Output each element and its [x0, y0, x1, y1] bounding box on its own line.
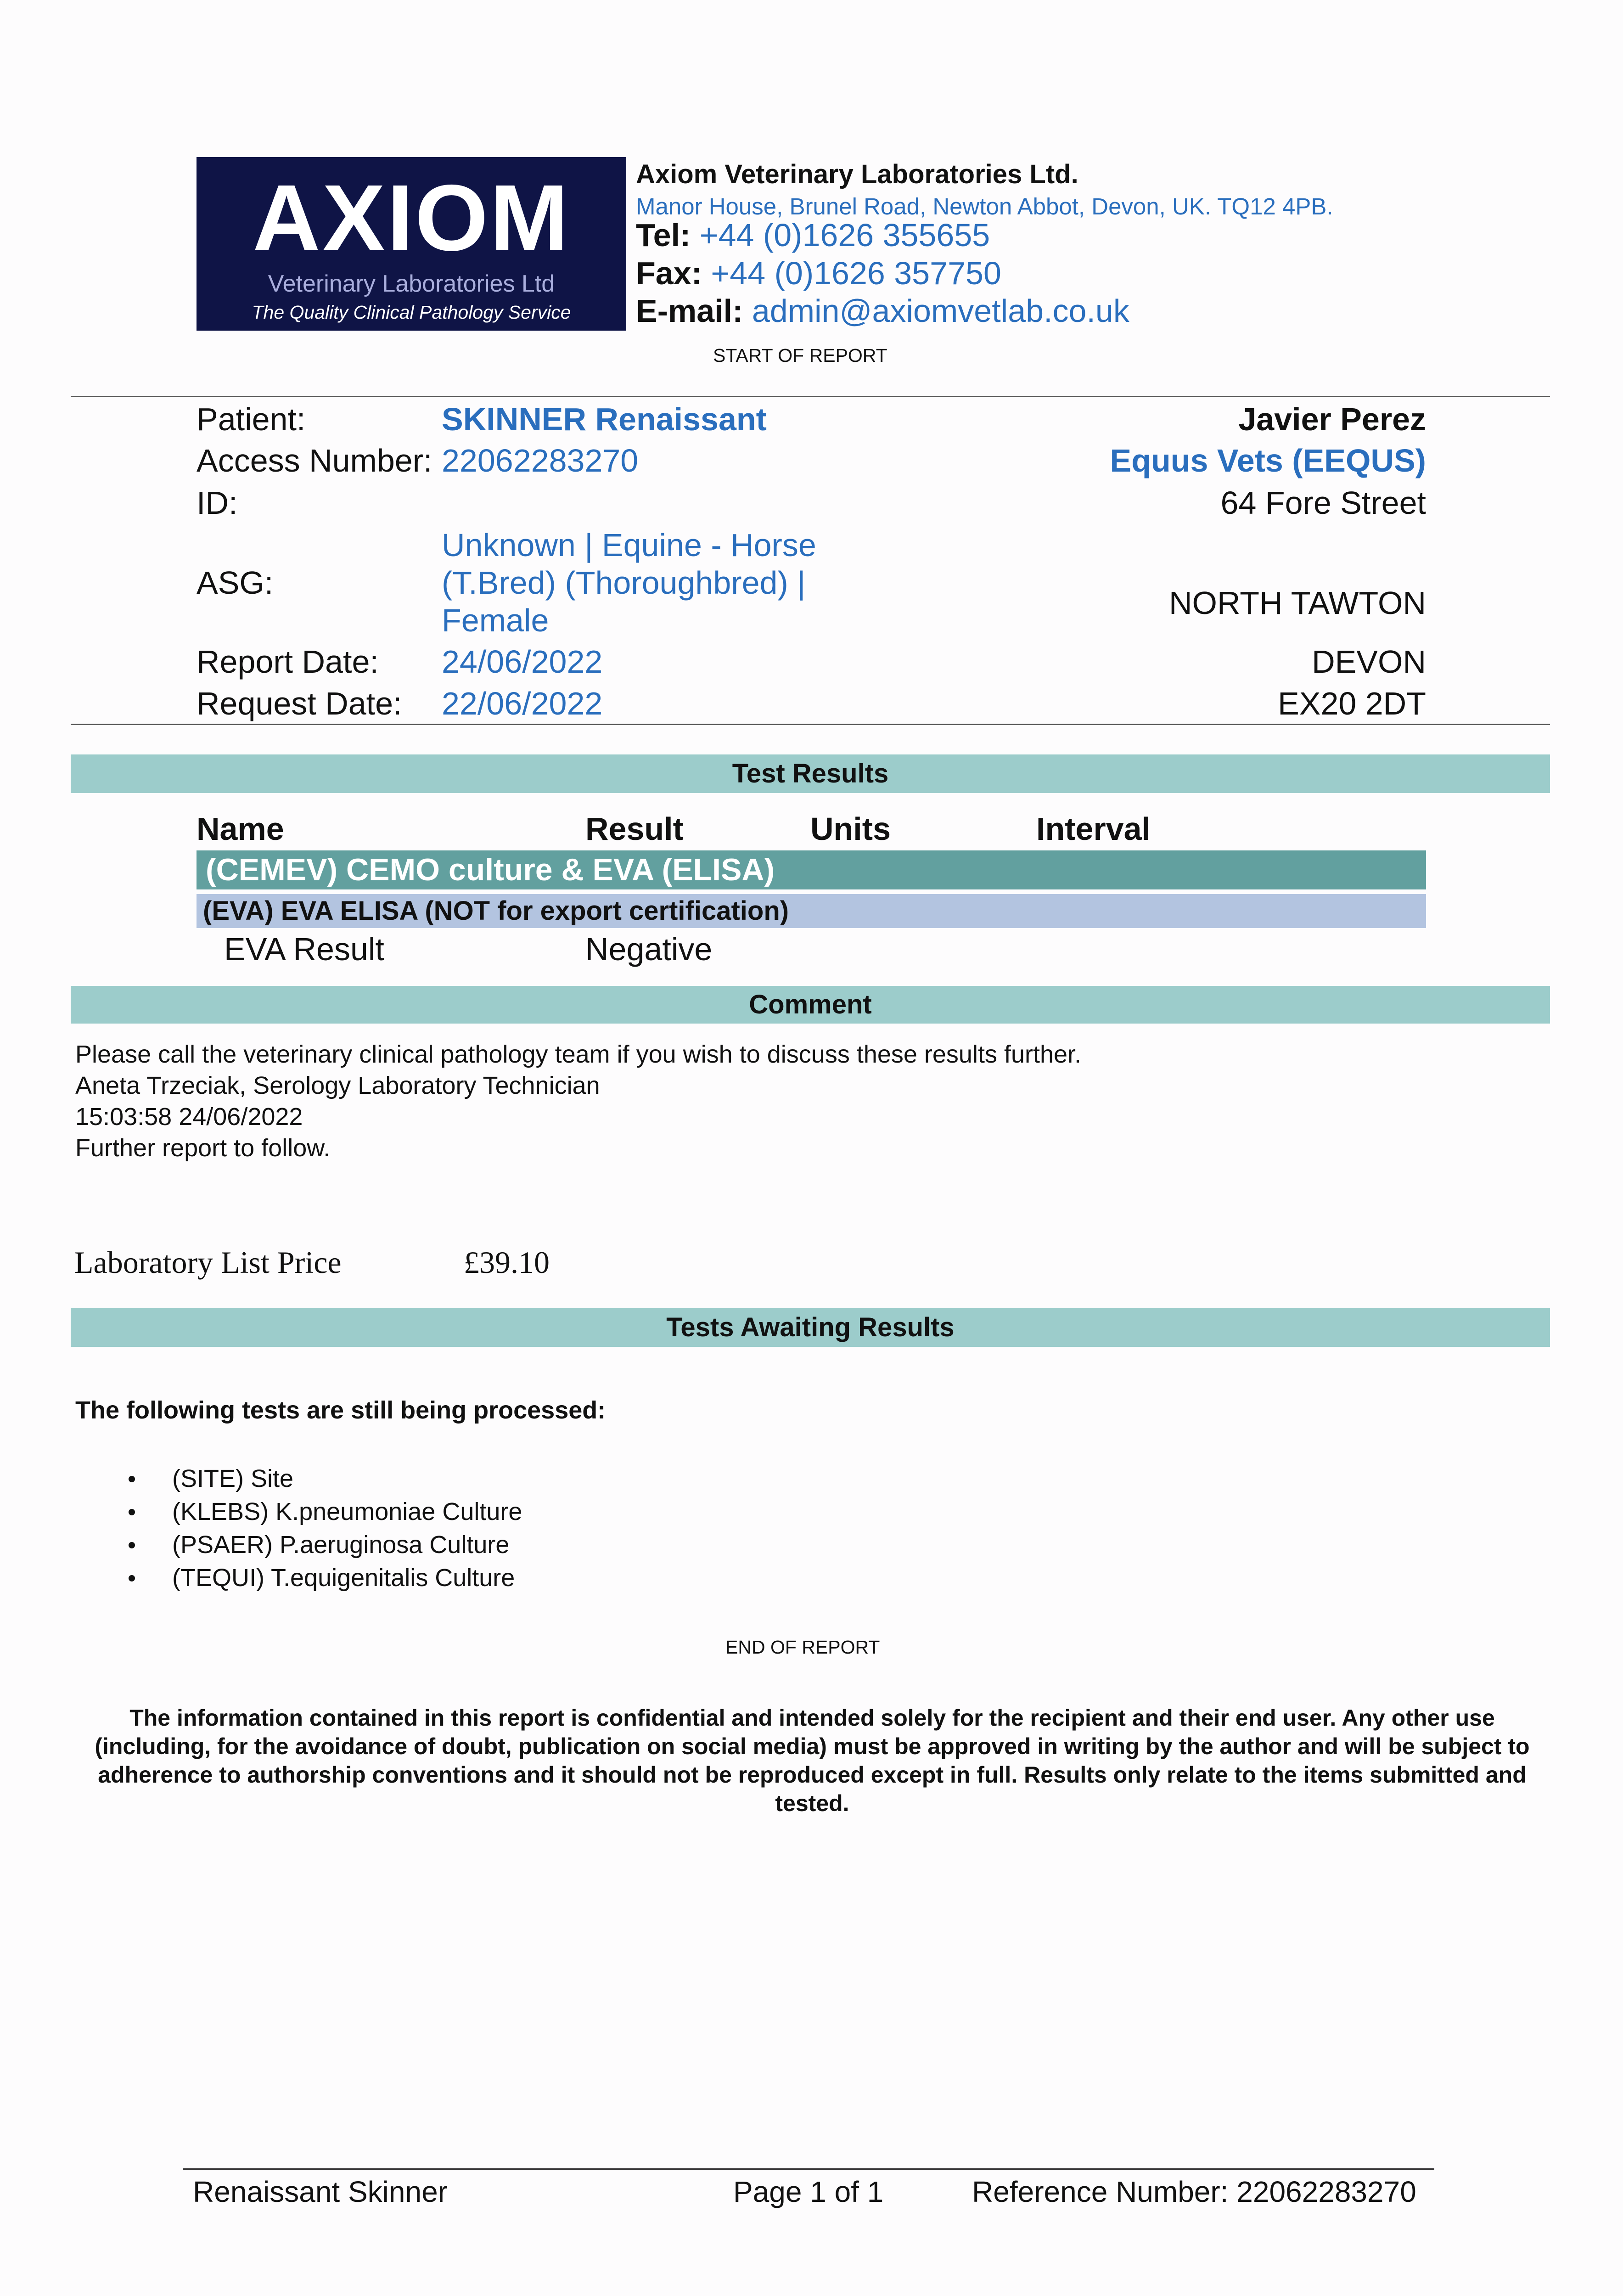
test-category: (CEMEV) CEMO culture & EVA (ELISA)	[197, 850, 1426, 889]
col-interval: Interval	[1036, 811, 1151, 847]
lab-fax	[636, 255, 1001, 292]
bullet-icon	[129, 1476, 135, 1482]
fax-label: Fax:	[636, 255, 702, 291]
access-number-label: Access Number:	[197, 443, 432, 478]
recipient-street: 64 Fore Street	[1220, 485, 1426, 521]
awaiting-test: (TEQUI) T.equigenitalis Culture	[172, 1564, 515, 1592]
test-subcategory: (EVA) EVA ELISA (NOT for export certification)	[197, 894, 1426, 928]
col-units: Units	[810, 811, 891, 847]
list-item	[124, 1528, 522, 1561]
result-row-name: EVA Result	[224, 931, 384, 967]
comment-line: Please call the veterinary clinical pathology team if you wish to discuss these results further.	[75, 1041, 1082, 1068]
comment-header: Comment	[71, 986, 1550, 1024]
patient-label: Patient:	[197, 401, 306, 437]
patient-name: SKINNER Renaissant	[442, 401, 767, 437]
end-of-report: END OF REPORT	[725, 1637, 880, 1658]
lab-address: Manor House, Brunel Road, Newton Abbot, Devon, UK. TQ12 4PB.	[636, 193, 1333, 219]
recipient-county: DEVON	[1312, 644, 1426, 680]
recipient-town: NORTH TAWTON	[1169, 585, 1426, 621]
col-name: Name	[197, 811, 284, 847]
company-logo	[197, 157, 626, 331]
awaiting-header: Tests Awaiting Results	[71, 1308, 1550, 1347]
footer-reference: Reference Number: 22062283270	[972, 2175, 1416, 2208]
recipient-postcode: EX20 2DT	[1278, 686, 1426, 721]
request-date-label: Request Date:	[197, 686, 402, 721]
asg-line-3: Female	[442, 602, 549, 638]
divider-top	[71, 396, 1550, 397]
report-date-label: Report Date:	[197, 644, 379, 680]
logo-tagline: The Quality Clinical Pathology Service	[252, 302, 571, 323]
comment-line: Further report to follow.	[75, 1134, 331, 1162]
bullet-icon	[129, 1509, 135, 1515]
recipient-practice: Equus Vets (EEQUS)	[1110, 443, 1426, 478]
email-label: E-mail:	[636, 293, 743, 329]
bullet-icon	[129, 1542, 135, 1548]
recipient-name: Javier Perez	[1238, 401, 1426, 437]
tel-value[interactable]: +44 (0)1626 355655	[699, 217, 990, 253]
logo-title: AXIOM	[253, 165, 570, 270]
awaiting-intro: The following tests are still being processed:	[75, 1396, 606, 1424]
awaiting-test: (KLEBS) K.pneumoniae Culture	[172, 1498, 522, 1525]
footer-divider	[183, 2168, 1434, 2170]
list-item	[124, 1561, 522, 1594]
test-results-header: Test Results	[71, 754, 1550, 793]
comment-line: 15:03:58 24/06/2022	[75, 1103, 303, 1131]
footer-page-number: Page 1 of 1	[733, 2175, 884, 2208]
price-label: Laboratory List Price	[74, 1245, 342, 1280]
fax-value: +44 (0)1626 357750	[711, 255, 1001, 291]
logo-subtitle: Veterinary Laboratories Ltd	[268, 270, 555, 297]
start-of-report: START OF REPORT	[713, 345, 887, 366]
asg-line-2: (T.Bred) (Thoroughbred) |	[442, 565, 806, 601]
result-row-value: Negative	[585, 931, 713, 967]
divider-patient	[71, 724, 1550, 725]
lab-name: Axiom Veterinary Laboratories Ltd.	[636, 159, 1078, 189]
list-item	[124, 1495, 522, 1528]
lab-email	[636, 293, 1129, 329]
asg-label: ASG:	[197, 565, 274, 601]
comment-line: Aneta Trzeciak, Serology Laboratory Technician	[75, 1072, 600, 1099]
tel-label: Tel:	[636, 217, 691, 253]
id-label: ID:	[197, 485, 238, 521]
awaiting-test: (SITE) Site	[172, 1465, 294, 1492]
asg-line-1: Unknown | Equine - Horse	[442, 527, 816, 563]
report-date: 24/06/2022	[442, 644, 603, 680]
price-value: £39.10	[464, 1245, 550, 1280]
lab-tel	[636, 217, 990, 253]
awaiting-list	[124, 1462, 522, 1594]
list-item	[124, 1462, 522, 1495]
request-date: 22/06/2022	[442, 686, 603, 721]
access-number: 22062283270	[442, 443, 639, 478]
email-link[interactable]: admin@axiomvetlab.co.uk	[752, 293, 1129, 329]
col-result: Result	[585, 811, 684, 847]
confidentiality-disclaimer: The information contained in this report is confidential and intended solely for the recipient and their end user. Any other use (including, for the avoidance of doubt, publication on social media) must be approved in writing by the author and will be subject to adherence to authorship conventions and it should not be reproduced except in full. Results only relate to the items submitted and tested.	[95, 1705, 1530, 1816]
footer-patient: Renaissant Skinner	[193, 2175, 448, 2208]
bullet-icon	[129, 1575, 135, 1581]
awaiting-test: (PSAER) P.aeruginosa Culture	[172, 1531, 510, 1559]
